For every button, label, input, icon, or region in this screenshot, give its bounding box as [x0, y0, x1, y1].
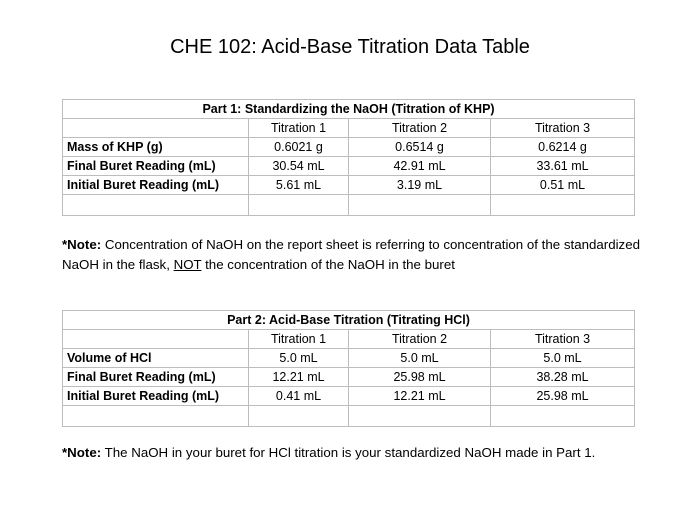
table-cell: 42.91 mL — [349, 157, 491, 176]
part1-heading: Part 1: Standardizing the NaOH (Titration of KHP) — [63, 100, 635, 119]
blank-cell — [349, 406, 491, 427]
note-buret — [62, 443, 642, 463]
table-cell: 0.41 mL — [249, 387, 349, 406]
table-cell: 12.21 mL — [349, 387, 491, 406]
row-label: Final Buret Reading (mL) — [63, 157, 249, 176]
note-text: the concentration of the NaOH in the buret — [201, 257, 455, 272]
blank-cell — [63, 406, 249, 427]
table-row — [63, 349, 635, 368]
part1-col-header: Titration 1 — [249, 119, 349, 138]
note-prefix: *Note: — [62, 445, 102, 460]
note-text: Concentration of NaOH on the report sheet is referring to concentration of the standardized NaOH in the flask, — [62, 237, 640, 272]
note-concentration — [62, 235, 642, 275]
table-row — [63, 157, 635, 176]
part1-table — [62, 99, 635, 216]
part2-col-header: Titration 3 — [491, 330, 635, 349]
blank-cell — [63, 195, 249, 216]
table-cell: 0.6021 g — [249, 138, 349, 157]
blank-cell — [491, 406, 635, 427]
page-title: CHE 102: Acid-Base Titration Data Table — [170, 36, 530, 58]
note-emphasis: NOT — [173, 257, 202, 272]
table-row — [63, 387, 635, 406]
blank-cell — [249, 406, 349, 427]
table-cell: 5.61 mL — [249, 176, 349, 195]
part2-corner-cell — [63, 330, 249, 349]
note-prefix: *Note: — [62, 237, 102, 252]
table-cell: 12.21 mL — [249, 368, 349, 387]
table-cell: 0.6514 g — [349, 138, 491, 157]
table-cell: 0.6214 g — [491, 138, 635, 157]
table-cell: 5.0 mL — [249, 349, 349, 368]
table-cell: 25.98 mL — [349, 368, 491, 387]
row-label: Mass of KHP (g) — [63, 138, 249, 157]
blank-cell — [349, 195, 491, 216]
part1-corner-cell — [63, 119, 249, 138]
table-cell: 0.51 mL — [491, 176, 635, 195]
part1-col-header: Titration 2 — [349, 119, 491, 138]
table-cell: 30.54 mL — [249, 157, 349, 176]
row-label: Initial Buret Reading (mL) — [63, 176, 249, 195]
table-row — [63, 368, 635, 387]
table-cell: 33.61 mL — [491, 157, 635, 176]
blank-row — [63, 406, 635, 427]
blank-row — [63, 195, 635, 216]
table-cell: 3.19 mL — [349, 176, 491, 195]
note-text: The NaOH in your buret for HCl titration is your standardized NaOH made in Part 1. — [101, 445, 596, 460]
row-label: Final Buret Reading (mL) — [63, 368, 249, 387]
part2-heading: Part 2: Acid-Base Titration (Titrating HCl) — [63, 311, 635, 330]
table-row — [63, 138, 635, 157]
blank-cell — [249, 195, 349, 216]
table-row — [63, 176, 635, 195]
part2-table — [62, 310, 635, 427]
part2-col-header: Titration 1 — [249, 330, 349, 349]
part2-col-header: Titration 2 — [349, 330, 491, 349]
row-label: Volume of HCl — [63, 349, 249, 368]
part1-col-header: Titration 3 — [491, 119, 635, 138]
table-cell: 5.0 mL — [349, 349, 491, 368]
blank-cell — [491, 195, 635, 216]
table-cell: 25.98 mL — [491, 387, 635, 406]
table-cell: 38.28 mL — [491, 368, 635, 387]
row-label: Initial Buret Reading (mL) — [63, 387, 249, 406]
table-cell: 5.0 mL — [491, 349, 635, 368]
